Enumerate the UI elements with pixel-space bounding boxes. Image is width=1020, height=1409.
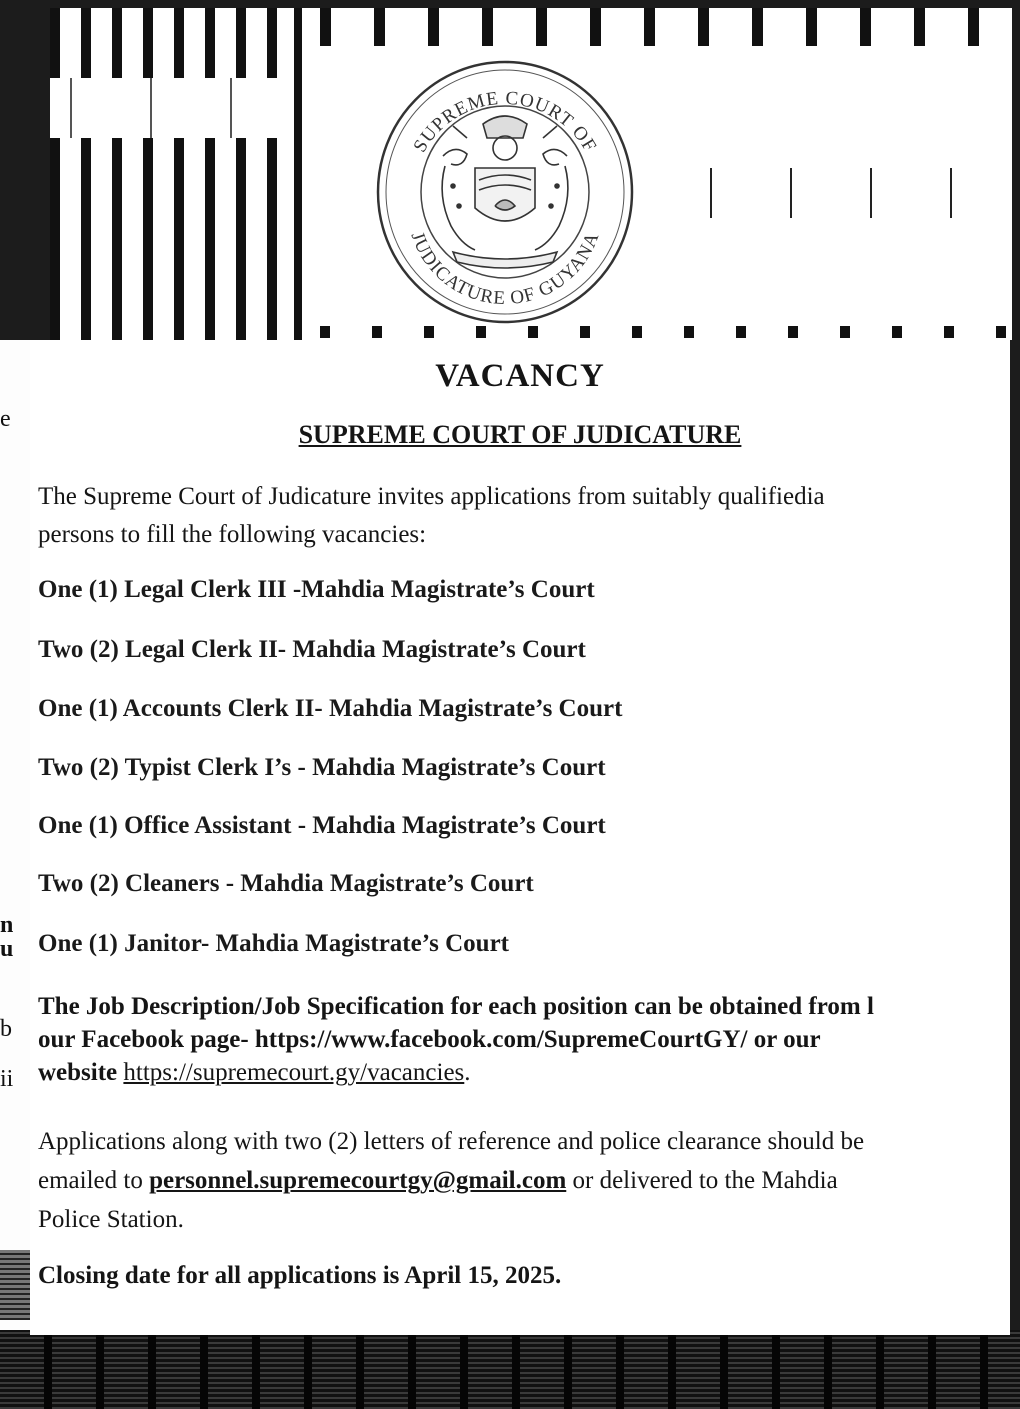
vacancy-item: One (1) Accounts Clerk II- Mahdia Magistrate’s Court [38,695,623,722]
supreme-court-seal-icon [375,56,635,326]
scan-divider-bar [294,8,302,340]
apps-delivered-text: or delivered to the Mahdia [572,1167,838,1194]
seal-bottom-text: JUDICATURE OF GUYANA [406,228,604,310]
document-header [50,8,1012,340]
adjacent-page-strip [0,340,34,1330]
scan-ticks-right [710,168,970,218]
apps-line: Applications along with two (2) letters of reference and police clearance should be [38,1128,865,1155]
vacancy-item: Two (2) Typist Clerk I’s - Mahdia Magistrate’s Court [38,754,606,781]
vacancy-item: One (1) Legal Clerk III -Mahdia Magistrate’s Court [38,576,595,603]
vacancy-notice [30,340,1010,1335]
margin-fragment: e [0,406,11,432]
margin-fragment: b [0,1016,12,1042]
closing-date: Closing date for all applications is April 15, 2025. [38,1262,562,1289]
scan-ticks-top [320,8,1010,46]
vacancy-item: One (1) Janitor- Mahdia Magistrate’s Court [38,930,509,957]
notice-subtitle: SUPREME COURT OF JUDICATURE [298,420,742,449]
job-desc-period: . [464,1059,471,1086]
page-edge-texture [0,1250,30,1320]
website-link[interactable]: https://supremecourt.gy/vacancies [123,1059,465,1086]
scan-stripes-left [50,8,300,340]
margin-fragment: ii [0,1066,14,1092]
scan-ticks-bottom [320,326,1010,338]
margin-fragment: n [0,912,14,938]
vacancy-item: Two (2) Cleaners - Mahdia Magistrate’s Court [38,870,534,897]
margin-fragment: u [0,936,14,962]
intro-paragraph [38,478,1010,554]
email-link[interactable]: personnel.supremecourtgy@gmail.com [149,1167,567,1194]
job-description-paragraph [38,990,1010,1089]
applications-paragraph [38,1122,1010,1239]
job-desc-line: The Job Description/Job Specification for each position can be obtained from l [38,993,874,1020]
apps-emailed-label: emailed to [38,1167,143,1194]
apps-line: Police Station. [38,1206,184,1233]
intro-line: The Supreme Court of Judicature invites applications from suitably qualifiedia [38,483,825,510]
vacancy-item: One (1) Office Assistant - Mahdia Magistrate’s Court [38,812,606,839]
job-desc-website-label: website [38,1059,118,1086]
notice-title: VACANCY [435,358,605,394]
vacancy-item: Two (2) Legal Clerk II- Mahdia Magistrate’s Court [38,636,586,663]
seal-top-text: SUPREME COURT OF [409,87,601,157]
background-stripes-bottom [0,1330,1020,1409]
intro-line: persons to fill the following vacancies: [38,521,427,548]
job-desc-line: our Facebook page- https://www.facebook.com/SupremeCourtGY/ or our [38,1026,821,1053]
